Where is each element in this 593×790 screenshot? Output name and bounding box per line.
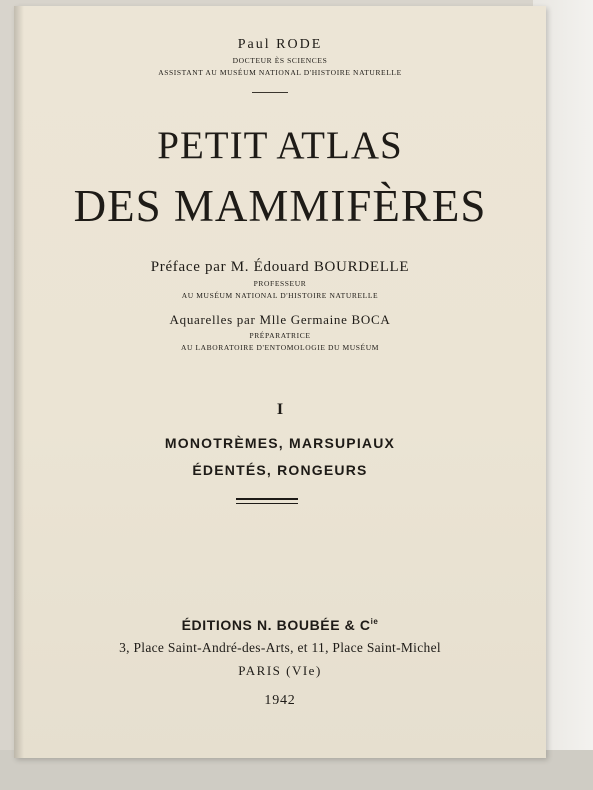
topics-line-1: MONOTRÈMES, MARSUPIAUX [164, 435, 396, 451]
title-line-2: DES MAMMIFÈRES [73, 181, 487, 231]
publisher-address: 3, Place Saint-André-des-Arts, et 11, Place Saint-Michel [119, 640, 441, 655]
short-divider [252, 92, 288, 93]
illustrations-credit: Aquarelles par Mlle Germaine BOCA [169, 312, 391, 327]
publisher [14, 618, 546, 632]
publisher-name: ÉDITIONS N. BOUBÉE & C [181, 617, 371, 633]
double-divider [236, 498, 298, 504]
author-name: Paul RODE [237, 37, 323, 52]
publication-year: 1942 [264, 693, 296, 708]
author-degree: DOCTEUR ÈS SCIENCES [232, 56, 328, 65]
illustrator-institution: AU LABORATOIRE D'ENTOMOLOGIE DU MUSÉUM [180, 343, 380, 352]
title-page [14, 6, 546, 758]
illustrator-role: PRÉPARATRICE [249, 331, 311, 340]
publisher-suffix: ie [370, 617, 379, 626]
author-position: ASSISTANT AU MUSÉUM NATIONAL D'HISTOIRE NATURELLE [158, 68, 402, 77]
preface-institution: AU MUSÉUM NATIONAL D'HISTOIRE NATURELLE [181, 291, 379, 300]
topics-line-2: ÉDENTÉS, RONGEURS [192, 462, 368, 478]
publisher-city: PARIS (VIe) [238, 663, 322, 678]
volume-number: I [276, 401, 284, 418]
preface-role: PROFESSEUR [253, 279, 307, 288]
preface-credit: Préface par M. Édouard BOURDELLE [150, 259, 410, 275]
title-line-1: PETIT ATLAS [157, 124, 403, 167]
